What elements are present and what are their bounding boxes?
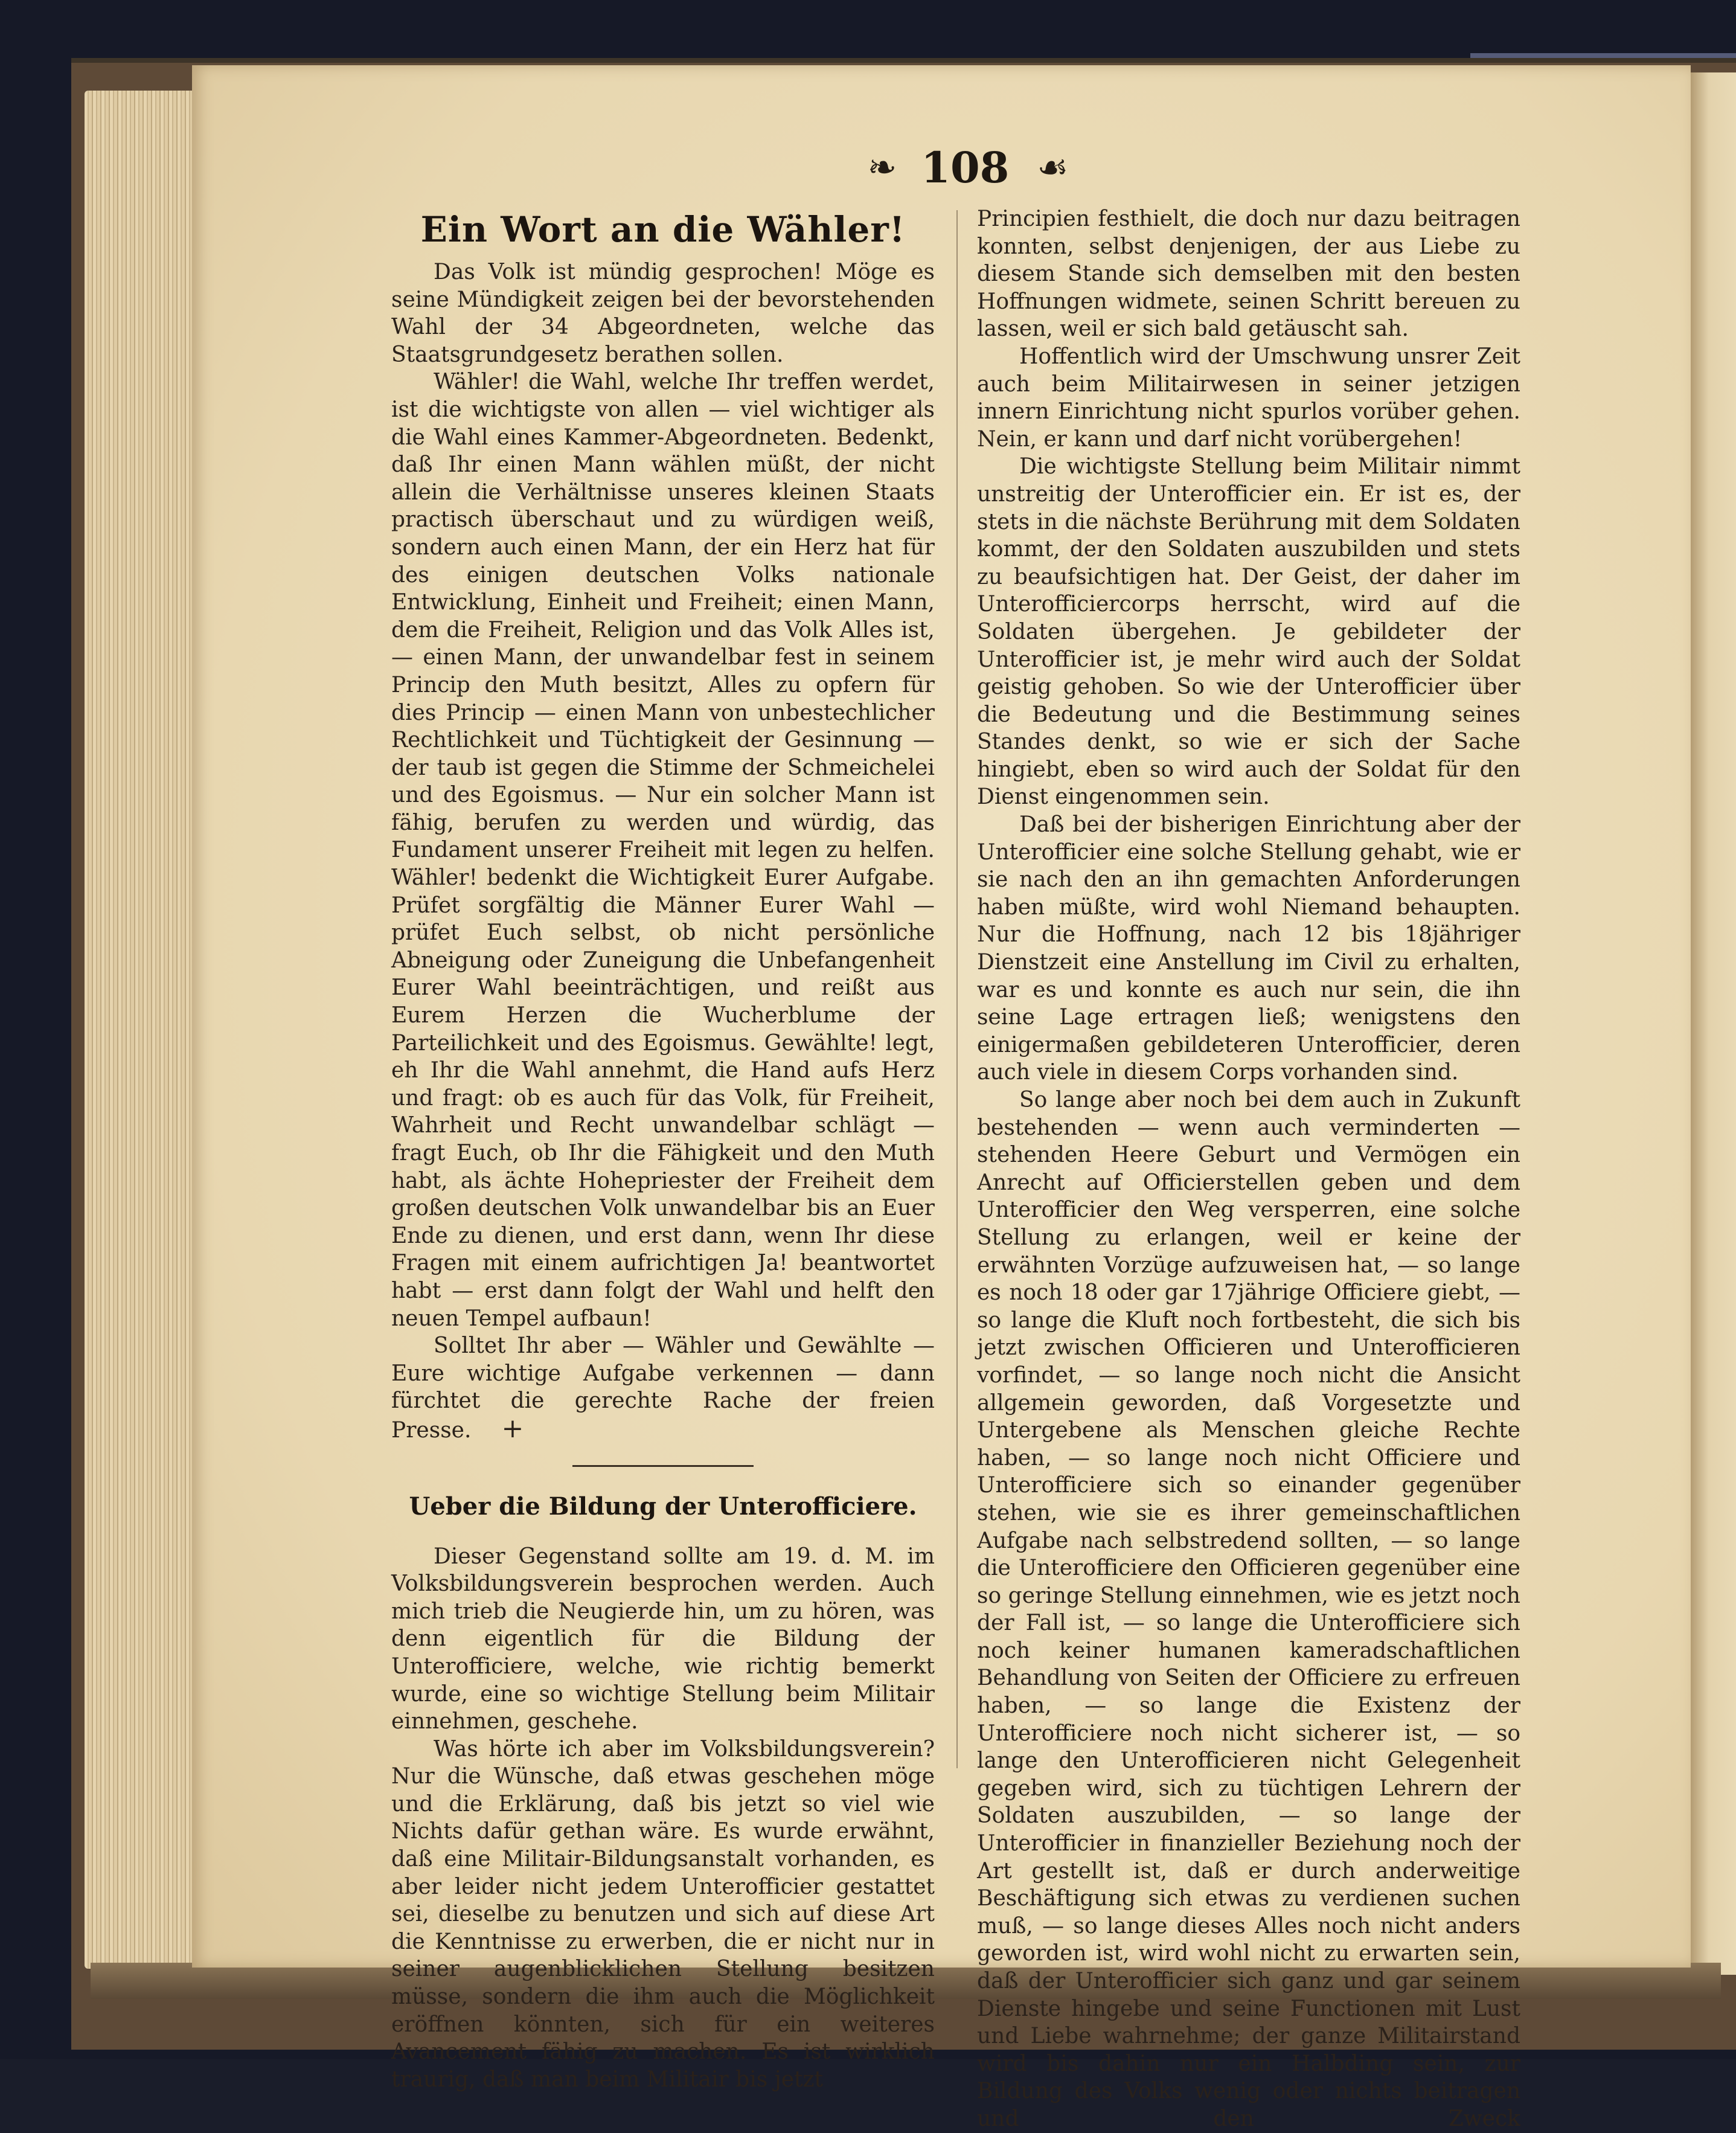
article-paragraph-text: Solltet Ihr aber — Wähler und Gewählte — Eure wichtige Aufgabe verkennen — dann fürchtet die gerechte Rache der freien Presse. <box>391 1333 935 1443</box>
column-divider <box>956 210 958 1768</box>
article-title-unterofficiere: Ueber die Bildung der Unterofficiere. <box>409 1492 917 1521</box>
article-paragraph-continued: Principien festhielt, die doch nur dazu beitragen konnten, selbst denjenigen, der aus Liebe zu diesem Stande sich demselben mit den besten Hoffnungen widmete, seinen Schritt bereuen zu lassen, weil er sich bald getäuscht sah. <box>977 207 1520 342</box>
article-paragraph: Was hörte ich aber im Volksbildungsverein? Nur die Wünsche, daß etwas geschehen möge und die Erklärung, daß bis jetzt so viel wie Nichts dafür gethan wäre. Es wurde erwähnt, daß eine Militair-Bildungsanstalt vorhanden, es aber leider nicht jedem Unterofficier gestattet sei, dieselbe zu benutzen und sich auf diese Art die Kenntnisse zu erwerben, die er nicht nur in seiner augenblicklichen Stellung besitzen müsse, sondern die ihm auch die Möglichkeit eröffnen könnten, sich für ein weiteres Avancement fähig zu machen. Es ist wirklich traurig, daß man beim Militair bis jetzt <box>391 1736 935 2092</box>
ornament-left-icon: ❧ <box>867 147 894 188</box>
article-paragraph: Die wichtigste Stellung beim Militair nimmt unstreitig der Unterofficier ein. Er ist es, der stets in die nächste Berührung mit dem Soldaten kommt, der den Soldaten auszubilden und stets zu beaufsichtigen hat. Der Geist, der daher im Unterofficiercorps herrscht, wird auf die Soldaten übergehen. Je gebildeter der Unterofficier ist, je mehr wird auch der Soldat geistig gehoben. So wie der Unterofficier über die Bedeutung und die Bestimmung seines Standes denkt, so wie er sich der Sache hingiebt, eben so wird auch der Soldat für den Dienst eingenommen sein. <box>977 454 1520 810</box>
ornament-right-icon: ☙ <box>1037 147 1065 188</box>
article-paragraph: Dieser Gegenstand sollte am 19. d. M. im Volksbildungsverein besprochen werden. Auch mich trieb die Neugierde hin, um zu hören, was denn eigentlich für die Bildung der Unterofficiere, welche, wie richtig bemerkt wurde, eine so wichtige Stellung beim Militair einnehmen, geschehe. <box>391 1544 935 1734</box>
article-paragraph: So lange aber noch bei dem auch in Zukunft bestehenden — wenn auch verminderten — stehenden Heere Geburt und Vermögen ein Anrecht auf Officierstellen geben und dem Unterofficier den Weg versperren, eine solche Stellung zu erlangen, weil er keine der erwähnten Vorzüge aufzuweisen hat, — so lange es noch 18 oder gar 17jährige Officiere giebt, — so lange die Kluft noch fortbesteht, die sich bis jetzt zwischen Officieren und Unterofficieren vorfindet, — so lange noch nicht die Ansicht allgemein geworden, daß Vorgesetzte und Untergebene als Menschen gleiche Rechte haben, — so lange noch nicht Officiere und Unterofficiere sich so einander gegenüber stehen, wie sie es ihrer gemeinschaftlichen Aufgabe nach selbstredend sollten, — so lange die Unterofficiere den Officieren gegenüber eine so geringe Stellung einnehmen, wie es jetzt noch der Fall ist, — so lange die Unterofficiere sich noch keiner humanen kameradschaftlichen Behandlung von Seiten der Officiere zu erfreuen haben, — so lange die Existenz der Unterofficiere noch nicht sicherer ist, — so lange den Unterofficieren nicht Gelegenheit gegeben wird, sich zu tüchtigen Lehrern der Soldaten auszubilden, — so lange der Unterofficier in finanzieller Beziehung noch der Art gestellt ist, daß er durch anderweitige Beschäftigung sich etwas zu verdienen suchen muß, — so lange dieses Alles noch nicht anders geworden ist, wird wohl nicht zu erwarten sein, daß der Unterofficier sich ganz und gar seinem Dienste hingebe und seine Functionen mit Lust und Liebe wahrnehme; der ganze Militairstand wird bis dahin nur ein Halbding sein, zur Bildung des Volks wenig oder nichts beitragen und den Zweck <box>977 1088 1520 2131</box>
column-left <box>391 205 935 2093</box>
article-paragraph: Wähler! die Wahl, welche Ihr treffen werdet, ist die wichtigste von allen — viel wichtiger als die Wahl eines Kammer-Abgeordneten. Bedenkt, daß Ihr einen Mann wählen müßt, der nicht allein die Verhältnisse unseres kleinen Staats practisch überschaut und zu würdigen weiß, sondern auch einen Mann, der ein Herz hat für des einigen deutschen Volks nationale Entwicklung, Einheit und Freiheit; einen Mann, dem die Freiheit, Religion und das Volk Alles ist, — einen Mann, der unwandelbar fest in seinem Princip den Muth besitzt, Alles zu opfern für dies Princip — einen Mann von unbestechlicher Rechtlichkeit und Tüchtigkeit der Gesinnung — der taub ist gegen die Stimme der Schmeichelei und des Egoismus. — Nur ein solcher Mann ist fähig, berufen zu werden und würdig, das Fundament unserer Freiheit mit legen zu helfen. Wähler! bedenkt die Wichtigkeit Eurer Aufgabe. Prüfet sorgfältig die Männer Eurer Wahl — prüfet Euch selbst, ob nicht persönliche Abneigung oder Zuneigung die Unbefangenheit Eurer Wahl beeinträchtigen, und reißt aus Eurem Herzen die Wucherblume der Parteilichkeit und des Egoismus. Gewählte! legt, eh Ihr die Wahl annehmt, die Hand aufs Herz und fragt: ob es auch für das Volk, für Freiheit, Wahrheit und Recht unwandelbar schlägt — fragt Euch, ob Ihr die Fähigkeit und den Muth habt, als ächte Hohepriester der Freiheit dem großen deutschen Volk unwandelbar bis an Euer Ende zu dienen, und erst dann, wenn Ihr diese Fragen mit einem aufrichtigen Ja! beantwortet habt — erst dann folgt der Wahl und helft den neuen Tempel aufbaun! <box>391 370 935 1331</box>
section-divider <box>572 1465 754 1467</box>
page-number: 108 <box>921 142 1010 193</box>
page-header <box>809 140 1123 194</box>
column-right <box>977 205 1520 2133</box>
signature-cross: + <box>501 1413 524 1444</box>
article-title-waehler: Ein Wort an die Wähler! <box>420 209 906 250</box>
article-paragraph: Das Volk ist mündig gesprochen! Möge es seine Mündigkeit zeigen bei der bevorstehenden Wahl der 34 Abgeordneten, welche das Staatsgrundgesetz berathen sollen. <box>391 260 935 367</box>
article-paragraph: Daß bei der bisherigen Einrichtung aber der Unterofficier eine solche Stellung gehabt, wie er sie nach den an ihn gemachten Anforderungen haben müßte, wird wohl Niemand behaupten. Nur die Hoffnung, nach 12 bis 18jähriger Dienstzeit eine Anstellung im Civil zu erhalten, war es und konnte es auch nur sein, die ihn seine Lage ertragen ließ; wenigstens den einigermaßen gebildeteren Unterofficier, deren auch viele in diesem Corps vorhanden sind. <box>977 812 1520 1085</box>
article-paragraph: Hoffentlich wird der Umschwung unsrer Zeit auch beim Militairwesen in seiner jetzigen innern Einrichtung nicht spurlos vorüber gehen. Nein, er kann und darf nicht vorübergehen! <box>977 344 1520 452</box>
article-paragraph <box>391 1332 935 1444</box>
facing-page-edge <box>1691 72 1736 1975</box>
